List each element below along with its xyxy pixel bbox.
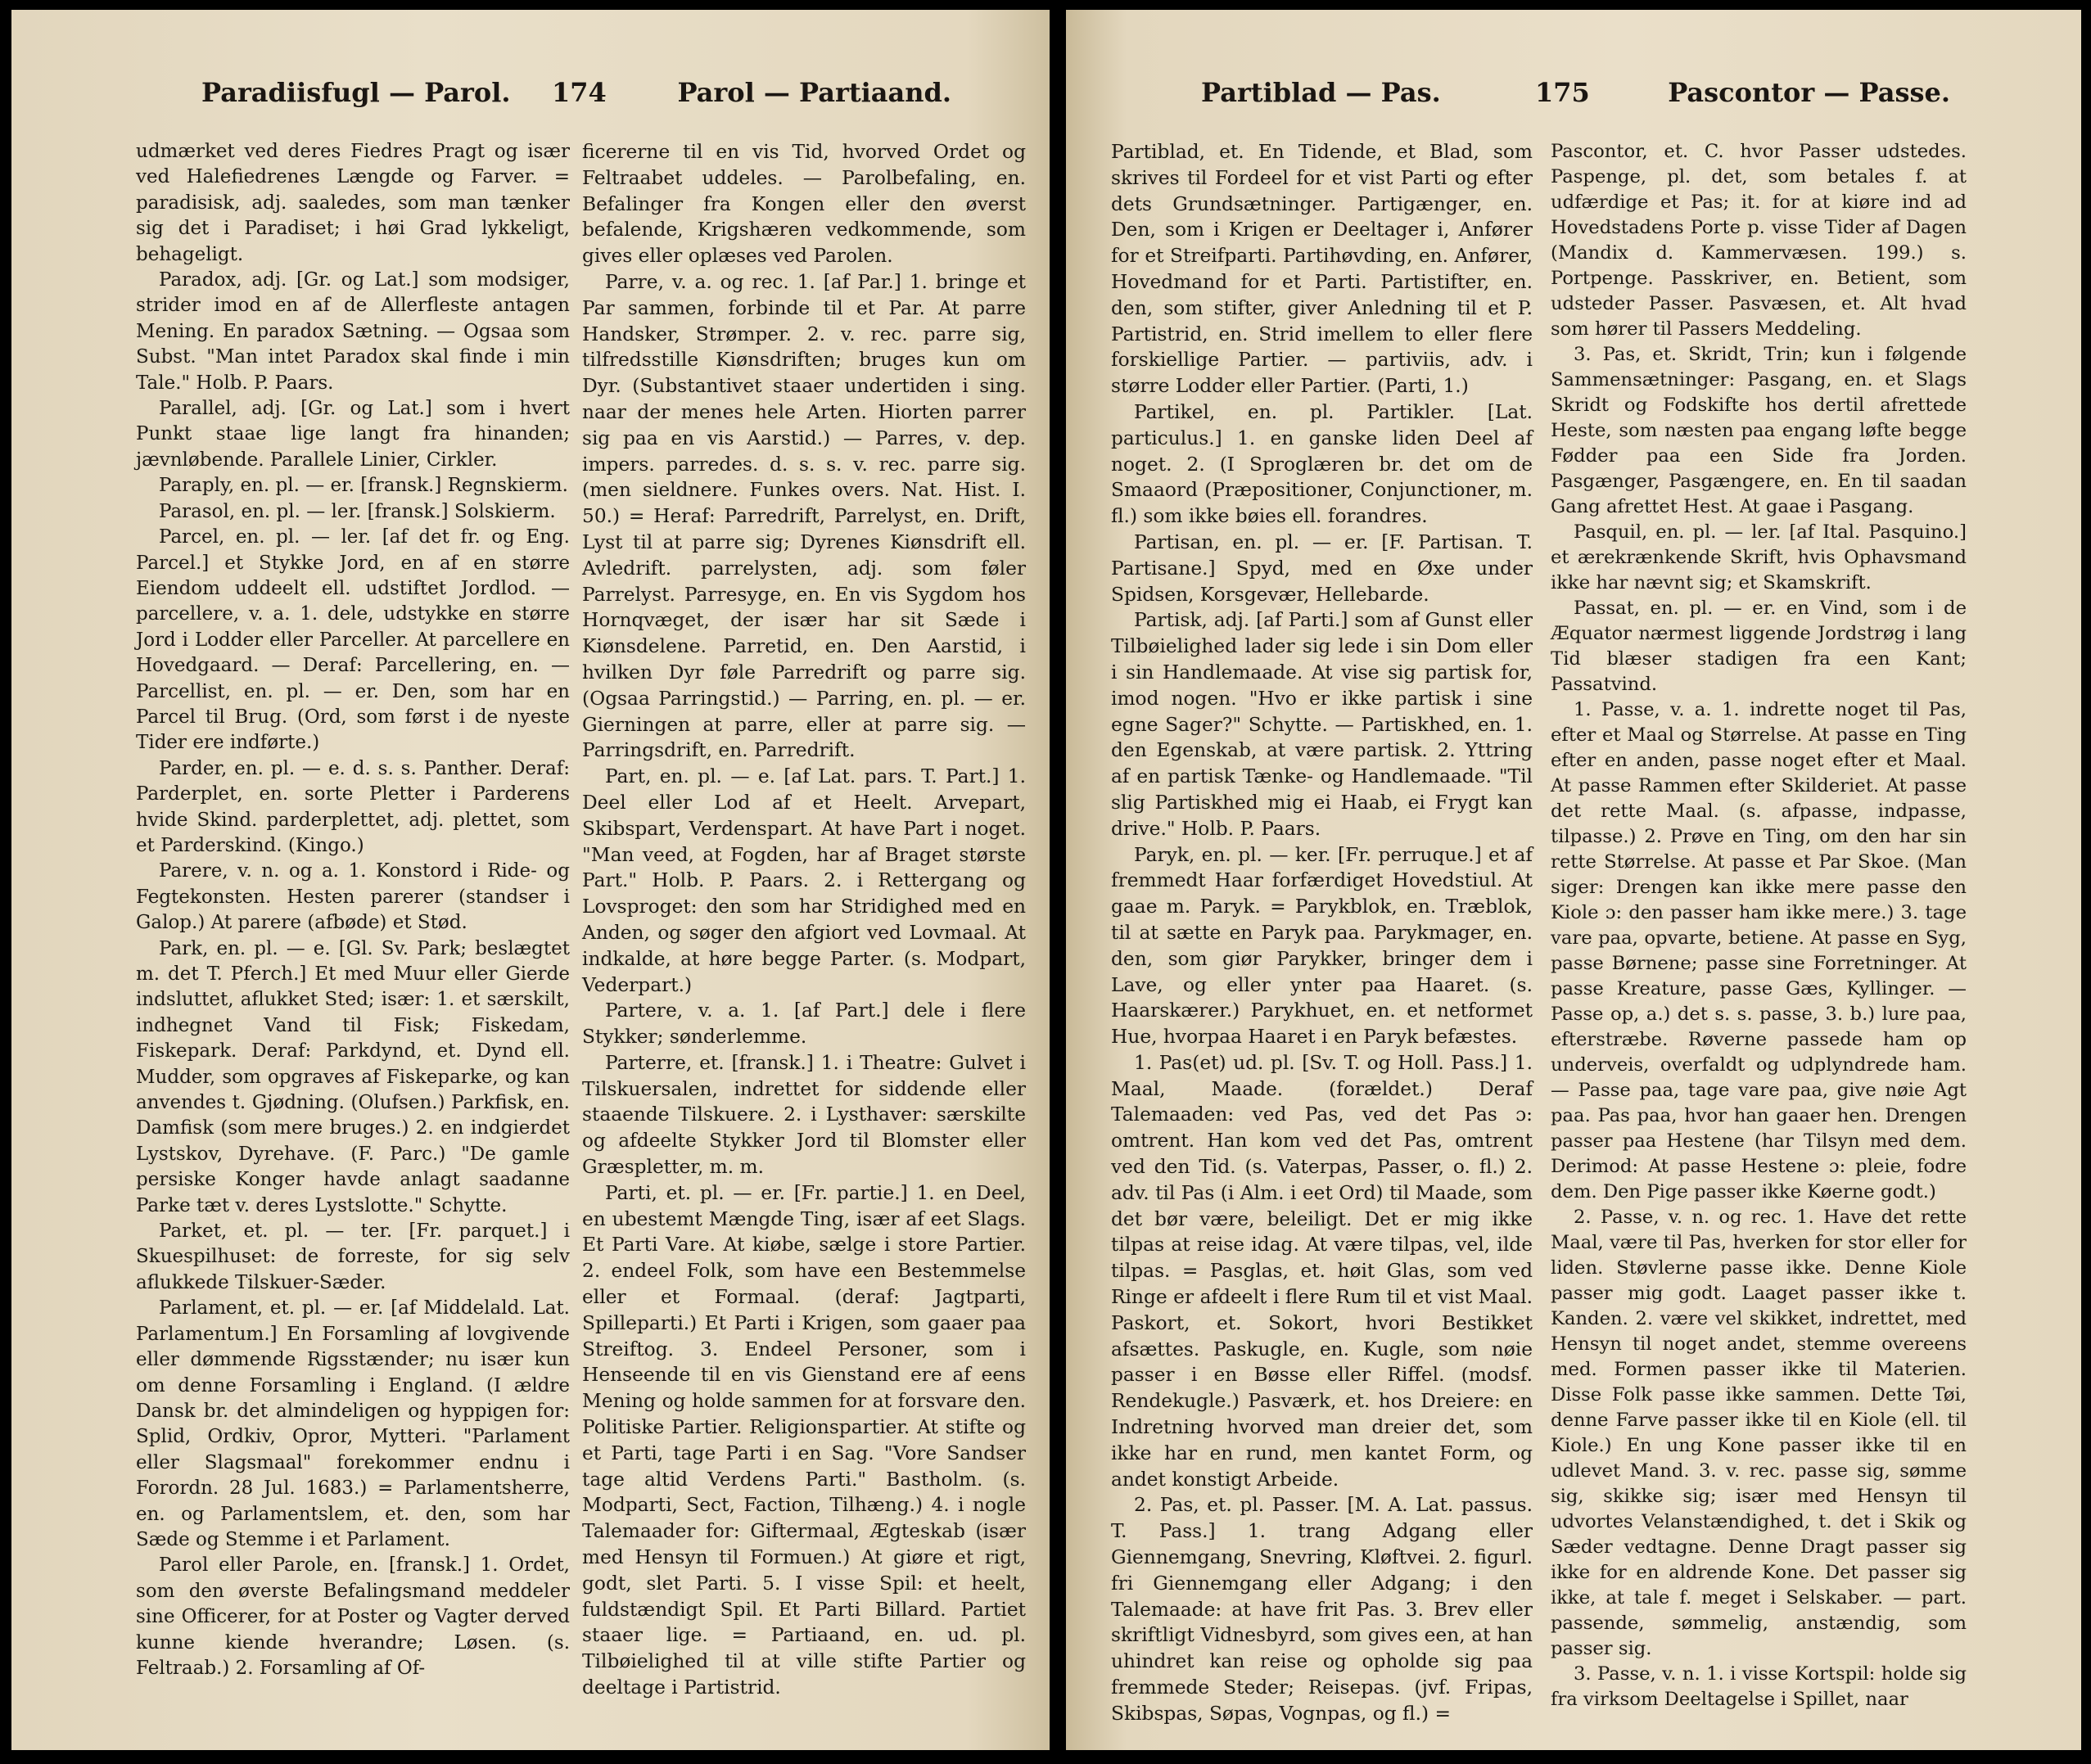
dictionary-entry: Parti, et. pl. — er. [Fr. partie.] 1. en Deel, en ubestemt Mængde Ting, især af eet Slags. Et Parti Vare. At kiøbe, sælge i store Partier. 2. endeel Folk, som have een Bestemmelse eller et Formaal. (deraf: Jagtparti, Spilleparti.) Et Parti i Krigen, som gaaer paa Streiftog. 3. Endeel Personer, som i Henseende til en vis Gienstand ere af eens Mening og holde sammen for at forsvare den. Politiske Partier. Religionspartier. At stifte og et Parti, tage Parti i en Sag. "Vore Sandser tage altid Verdens Parti." Bastholm. (s. Modparti, Sect, Faction, Tilhæng.) 4. i nogle Talemaader for: Giftermaal, Ægteskab (især med Hensyn til Formuen.) At giøre et rigt, godt, slet Parti. 5. I visse Spil: et heelt, fuldstændigt Spil. Et Parti Billard. Partiet staaer lige. = Partiaand, en. ud. pl. Tilbøielighed til at ville stifte Partier og deeltage i Partistrid. xyxy=(582,1181,1026,1699)
dictionary-entry: Partisan, en. pl. — er. [F. Partisan. T. Partisane.] Spyd, med en Øxe under Spidsen, Korsgevær, Hellebarde. xyxy=(1111,530,1533,606)
dictionary-entry: udmærket ved deres Fiedres Pragt og især ved Halefiedrenes Længde og Farver. = paradisisk, adj. saaledes, som man tænker sig det i Paradiset; i høi Grad lykkeligt, behageligt. xyxy=(136,141,570,265)
dictionary-entry: 1. Passe, v. a. 1. indrette noget til Pas, efter et Maal og Størrelse. At passe en Ting efter en anden, passe noget efter et Maal. At passe Rammen efter Skilderiet. At passe det rette Maal. (s. afpasse, indpasse, tilpasse.) 2. Prøve en Ting, om den har sin rette Størrelse. At passe et Par Skoe. (Man siger: Drengen kan ikke mere passe den Kiole ɔ: den passer ham ikke mere.) 3. tage vare paa, opvarte, betiene. At passe en Syg, passe Børnene; passe sine Forretninger. At passe Kreature, passe Gæs, Kyllinger. — Passe op, a.) det s. s. passe, 3. b.) lure paa, efterstræbe. Røverne passede ham op underveis, overfaldt og udplyndrede ham. — Passe paa, tage vare paa, give nøie Agt paa. Pas paa, hvor han gaaer hen. Drengen passer paa Hestene (har Tilsyn med dem. Derimod: At passe Hestene ɔ: pleie, fodre dem. Den Pige passer ikke Køerne godt.) xyxy=(1551,699,1967,1202)
dictionary-entry: Parre, v. a. og rec. 1. [af Par.] 1. bringe et Par sammen, forbinde til et Par. At parre Handsker, Strømper. 2. v. rec. parre sig, tilfredsstille Kiønsdriften; bruges kun om Dyr. (Substantivet staaer undertiden i sing. naar der menes hele Arten. Hiorten parrer sig paa en vis Aarstid.) — Parres, v. dep. impers. parredes. d. s. s. v. rec. parre sig. (men sieldnere. Funkes overs. Nat. Hist. I. 50.) = Heraf: Parredrift, Parrelyst, en. Drift, Lyst til at parre sig; Dyrenes Kiønsdrift ell. Avledrift. parrelysten, adj. som føler Parrelyst. Parresyge, en. En vis Sygdom hos Hornqvæget, der især har sit Sæde i Kiønsdelene. Parretid, en. Den Aarstid, i hvilken Dyr føle Parredrift og parre sig. (Ogsaa Parringstid.) — Parring, en. pl. — er. Gierningen at parre, eller at parre sig. — Parringsdrift, en. Parredrift. xyxy=(582,270,1026,762)
right-page-header xyxy=(1201,77,1950,126)
right-page-column-1 xyxy=(1111,139,1533,1727)
dictionary-entry: Partikel, en. pl. Partikler. [Lat. particulus.] 1. en ganske liden Deel af noget. 2. (I Sproglæren br. det om de Smaaord (Præpositioner, Conjunctioner, m. fl.) som ikke bøies ell. forandres. xyxy=(1111,400,1533,528)
dictionary-entry: 1. Pas(et) ud. pl. [Sv. T. og Holl. Pass.] 1. Maal, Maade. (forældet.) Deraf Talemaaden: ved Pas, ved det Pas ɔ: omtrent. Han kom ved det Pas, omtrent ved den Tid. (s. Vaterpas, Passer, o. fl.) 2. adv. til Pas (i Alm. i eet Ord) til Maade, som det bør være, beleiligt. Det er mig ikke tilpas at reise idag. At være tilpas, vel, ilde tilpas. = Pasglas, et. høit Glas, som ved Ringe er afdeelt i flere Rum til et vist Maal. Paskort, et. Sokort, hvori Bestikket afsættes. Paskugle, en. Kugle, som nøie passer i en Bøsse eller Riffel. (modsf. Rendekugle.) Pasværk, et. hos Dreiere: en Indretning hvorved man dreier det, som ikke har en rund, men kantet Form, og andet konstigt Arbeide. xyxy=(1111,1051,1533,1491)
dictionary-entry: Parlament, et. pl. — er. [af Middelald. Lat. Parlamentum.] En Forsamling af lovgivende eller dømmende Rigsstænder; nu især kun om denne Forsamling i England. (I ældre Dansk br. det almindeligen og hyppigen for: Splid, Ordkiv, Opror, Mytteri. "Parlament eller Slagsmaal" forekommer endnu i Forordn. 28 Jul. 1683.) = Parlamentsherre, en. og Parlamentslem, et. den, som har Sæde og Stemme i et Parlament. xyxy=(136,1297,570,1550)
dictionary-entry: Pasquil, en. pl. — ler. [af Ital. Pasquino.] et ærekrænkende Skrift, hvis Ophavsmand ikke har nævnt sig; et Skamskrift. xyxy=(1551,521,1967,593)
dictionary-entry: Passat, en. pl. — er. en Vind, som i de Æquator nærmest liggende Jordstrøg i lang Tid blæser stadigen fra een Kant; Passatvind. xyxy=(1551,598,1967,695)
dictionary-entry: Parket, et. pl. — ter. [Fr. parquet.] i Skuespilhuset: de forreste, for sig selv aflukkede Tilskuer-Sæder. xyxy=(136,1220,570,1293)
left-header-right: Parol — Partiaand. xyxy=(677,77,951,108)
dictionary-entry: Paryk, en. pl. — ker. [Fr. perruque.] et af fremmedt Haar forfærdiget Hovedstiul. At gaae m. Paryk. = Parykblok, en. Træblok, til at sætte en Paryk paa. Parykmager, en. den, som giør Parykker, bringer dem i Lave, og eller ynter paa Haaret. (s. Haarskærer.) Parykhuet, en. et netformet Hue, hvorpaa Haaret i en Paryk befæstes. xyxy=(1111,843,1533,1049)
right-page-column-2 xyxy=(1551,139,1967,1712)
right-header-left: Partiblad — Pas. xyxy=(1201,77,1441,108)
right-header-right: Pascontor — Passe. xyxy=(1668,77,1950,108)
dictionary-entry: 3. Passe, v. n. 1. i visse Kortspil: holde sig fra virksom Deeltagelse i Spillet, naar xyxy=(1551,1663,1967,1710)
dictionary-entry: Partiblad, et. En Tidende, et Blad, som skrives til Fordeel for et vist Parti og efter dets Grundsætninger. Partigænger, en. Den, som i Krigen er Deeltager i, Anfører for et Streifparti. Partihøvding, en. Anfører, Hovedmand for et Parti. Partistifter, en. den, som stifter, giver Anledning til et P. Partistrid, en. Strid imellem to eller flere forskiellige Partier. — partiviis, adv. i større Lodder eller Partier. (Parti, 1.) xyxy=(1111,141,1533,398)
dictionary-entry: ficererne til en vis Tid, hvorved Ordet og Feltraabet uddeles. — Parolbefaling, en. Befalinger fra Kongen eller den øverst befalende, Krigshæren vedkommende, som gives eller oplæses ved Parolen. xyxy=(582,141,1026,268)
right-page-number: 175 xyxy=(1535,77,1590,108)
left-page xyxy=(11,10,1050,1750)
left-page-header xyxy=(201,77,951,126)
dictionary-entry: Partisk, adj. [af Parti.] som af Gunst eller Tilbøielighed lader sig lede i sin Dom eller i sin Handlemaade. At vise sig partisk for, imod nogen. "Hvo er ikke partisk i sine egne Sager?" Schytte. — Partiskhed, en. 1. den Egenskab, at være partisk. 2. Yttring af en partisk Tænke- og Handlemaade. "Til slig Partiskhed mig ei Haab, ei Frygt kan drive." Holb. P. Paars. xyxy=(1111,609,1533,840)
right-page xyxy=(1066,10,2081,1750)
dictionary-entry: Park, en. pl. — e. [Gl. Sv. Park; beslægtet m. det T. Pferch.] Et med Muur eller Gierde indsluttet, aflukket Sted; især: 1. et særskilt, indhegnet Vand til Fisk; Fiskedam, Fiskepark. Deraf: Parkdynd, et. Dynd ell. Mudder, som opgraves af Fiskeparke, og kan anvendes t. Gjødning. (Olufsen.) Parkfisk, en. Damfisk (som mere bruges.) 2. en indgierdet Lystskov, Dyrehave. (F. Parc.) "De gamle persiske Konger havde anlagt saadanne Parke tæt v. deres Lystslotte." Schytte. xyxy=(136,937,570,1216)
dictionary-entry: Parere, v. n. og a. 1. Konstord i Ride- og Fegtekonsten. Hesten parerer (standser i Galop.) At parere (afbøde) et Stød. xyxy=(136,860,570,934)
dictionary-entry: Pascontor, et. C. hvor Passer udstedes. Paspenge, pl. det, som betales f. at udfærdige et Pas; it. for at kiøre ind ad Hovedstadens Porte p. visse Tider af Dagen (Mandix d. Kammervæsen. 199.) s. Portpenge. Passkriver, en. Betient, som udsteder Passer. Pasvæsen, et. Alt hvad som hører til Passers Meddeling. xyxy=(1551,141,1967,340)
dictionary-entry: Partere, v. a. 1. [af Part.] dele i flere Stykker; sønderlemme. xyxy=(582,999,1026,1049)
dictionary-entry: Parasol, en. pl. — ler. [fransk.] Solskierm. xyxy=(159,500,556,522)
left-header-left: Paradiisfugl — Parol. xyxy=(201,77,511,108)
left-page-number: 174 xyxy=(552,77,607,108)
dictionary-entry: Parcel, en. pl. — ler. [af det fr. og Eng. Parcel.] et Stykke Jord, en af en større Eiendom uddeelt ell. udstiftet Jordlod. — parcellere, v. a. 1. dele, udstykke en større Jord i Lodder eller Parceller. At parcellere en Hovedgaard. — Deraf: Parcellering, en. — Parcellist, en. pl. — er. Den, som har en Parcel til Brug. (Ord, som først i de nyeste Tider ere indførte.) xyxy=(136,526,570,754)
dictionary-entry: Part, en. pl. — e. [af Lat. pars. T. Part.] 1. Deel eller Lod af et Heelt. Arvepart, Skibspart, Verdenspart. At have Part i noget. "Man veed, at Fogden, har af Braget største Part." Holb. P. Paars. 2. i Rettergang og Lovsproget: den som har Stridighed med en Anden, og søger den afgiort ved Lovmaal. At indkalde, at høre begge Parter. (s. Modpart, Vederpart.) xyxy=(582,765,1026,996)
dictionary-entry: Parder, en. pl. — e. d. s. s. Panther. Deraf: Parderplet, en. sorte Pletter i Parderens hvide Skind. parderplettet, adj. plettet, som et Parderskind. (Kingo.) xyxy=(136,757,570,856)
dictionary-entry: Parterre, et. [fransk.] 1. i Theatre: Gulvet i Tilskuersalen, indrettet for siddende eller staaende Tilskuere. 2. i Lysthaver: særskilte og afdeelte Stykker Jord til Blomster eller Græspletter, m. m. xyxy=(582,1051,1026,1179)
left-page-column-2 xyxy=(582,139,1026,1701)
left-page-column-1 xyxy=(136,139,570,1681)
dictionary-entry: Paradox, adj. [Gr. og Lat.] som modsiger, strider imod en af de Allerfleste antagen Mening. En paradox Sætning. — Ogsaa som Subst. "Man intet Paradox skal finde i min Tale." Holb. P. Paars. xyxy=(136,269,570,394)
dictionary-entry: Parallel, adj. [Gr. og Lat.] som i hvert Punkt staae lige langt fra hinanden; jævnløbende. Parallele Linier, Cirkler. xyxy=(136,398,570,471)
dictionary-entry: 3. Pas, et. Skridt, Trin; kun i følgende Sammensætninger: Pasgang, en. et Slags Skridt og Fodskifte hos dertil afrettede Heste, som næsten paa engang løfte begge Fødder paa een Side fra Jorden. Pasgænger, Pasgængere, en. En til saadan Gang afrettet Hest. At gaae i Pasgang. xyxy=(1551,344,1967,517)
dictionary-entry: 2. Pas, et. pl. Passer. [M. A. Lat. passus. T. Pass.] 1. trang Adgang eller Giennemgang, Snevring, Kløftvei. 2. figurl. fri Giennemgang eller Adgang; i den Talemaade: at have frit Pas. 3. Brev eller skriftligt Vidnesbyrd, som gives een, at han uhindret kan reise og opholde sig paa fremmede Steder; Reisepas. (jvf. Fripas, Skibspas, Søpas, Vognpas, og fl.) = xyxy=(1111,1494,1533,1725)
dictionary-entry: Parol eller Parole, en. [fransk.] 1. Ordet, som den øverste Befalingsmand meddeler sine Officerer, for at Poster og Vagter derved kunne kiende hverandre; Løsen. (s. Feltraab.) 2. Forsamling af Of- xyxy=(136,1554,570,1679)
dictionary-entry: 2. Passe, v. n. og rec. 1. Have det rette Maal, være til Pas, hverken for stor eller for liden. Støvlerne passe ikke. Denne Kiole passer mig godt. Laaget passer ikke t. Kanden. 2. være vel skikket, indrettet, med Hensyn til noget andet, stemme overeens med. Formen passer ikke til Materien. Disse Folk passe ikke sammen. Dette Tøi, denne Farve passer ikke til en Kiole (ell. til Kiole.) En ung Kone passer ikke til en udlevet Mand. 3. v. rec. passe sig, sømme sig, skikke sig; især med Hensyn til udvortes Velanstændighed, t. det i Skik og Sæder vedtagne. Denne Dragt passer sig ikke for en aldrende Kone. Det passer sig ikke, at tale f. meget i Selskaber. — part. passende, sømmelig, anstændig, som passer sig. xyxy=(1551,1207,1967,1659)
dictionary-entry: Paraply, en. pl. — er. [fransk.] Regnskierm. xyxy=(159,475,568,497)
